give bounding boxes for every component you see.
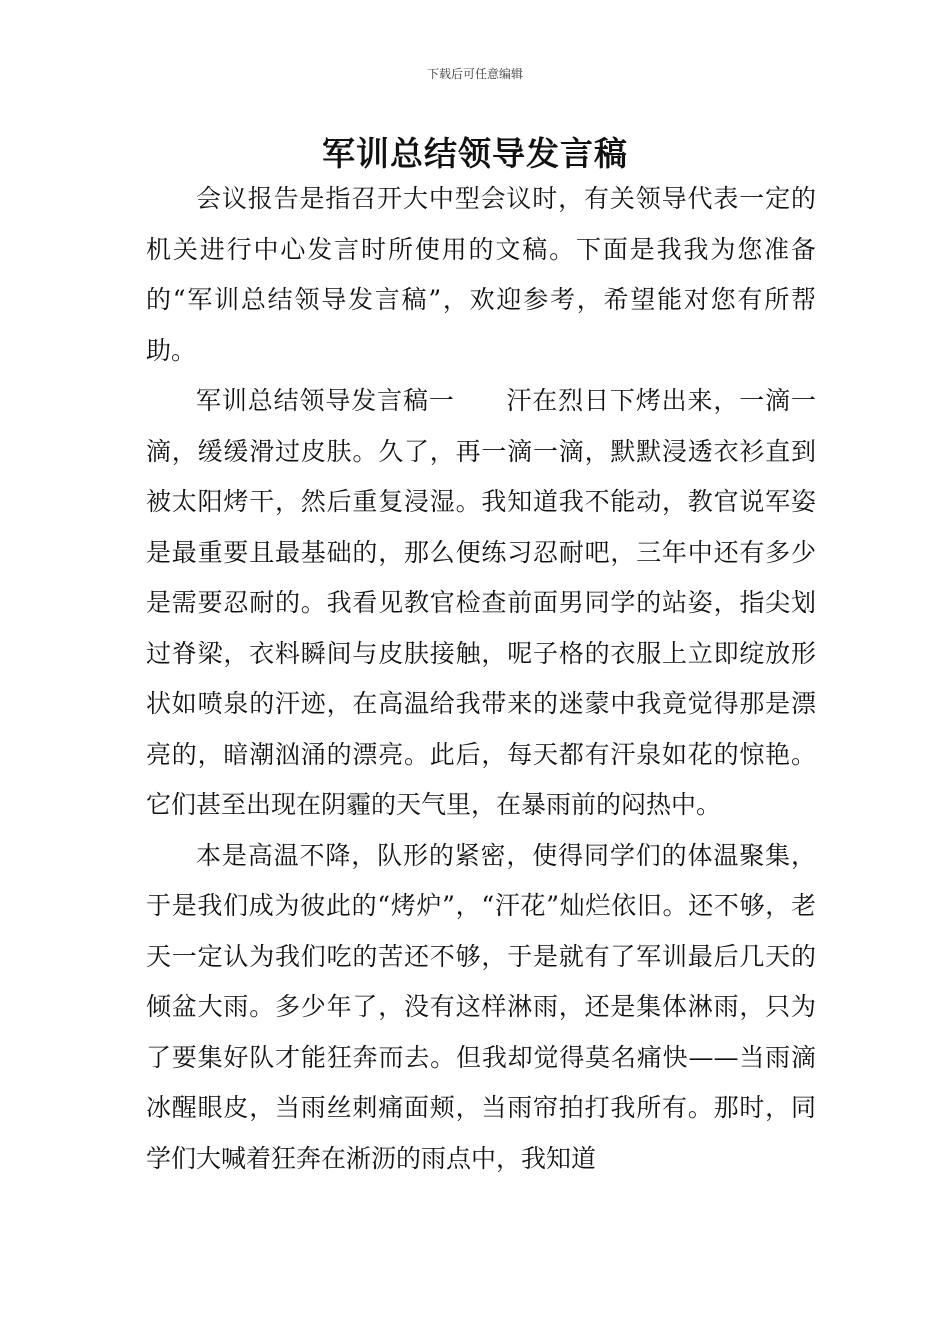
header-note: 下载后可任意编辑 (426, 67, 523, 81)
paragraph-intro: 会议报告是指召开大中型会议时，有关领导代表一定的机关进行中心发言时所使用的文稿。下面是我我为您准备的“军训总结领导发言稿”，欢迎参考，希望能对您有所帮助。 (146, 184, 816, 365)
document-body (146, 174, 816, 1184)
paragraph-rain: 本是高温不降，队形的紧密，使得同学们的体温聚集，于是我们成为彼此的“烤炉”，“汗花”灿烂依旧。还不够，老天一定认为我们吃的苦还不够，于是就有了军训最后几天的倾盆大雨。多少年了，没有这样淋雨，还是集体淋雨，只为了要集好队才能狂奔而去。但我却觉得莫名痛快——当雨滴冰醒眼皮，当雨丝刺痛面颊，当雨帘拍打我所有。那时，同学们大喊着狂奔在淅沥的雨点中，我知道 (146, 840, 816, 1173)
paragraph-speech-one: 军训总结领导发言稿一 汗在烈日下烤出来，一滴一滴，缓缓滑过皮肤。久了，再一滴一滴，默默浸透衣衫直到被太阳烤干，然后重复浸湿。我知道我不能动，教官说军姿是最重要且最基础的，那么便练习忍耐吧，三年中还有多少是需要忍耐的。我看见教官检查前面男同学的站姿，指尖划过脊梁，衣料瞬间与皮肤接触，呢子格的衣服上立即绽放形状如喷泉的汗迹，在高温给我带来的迷蒙中我竟觉得那是漂亮的，暗潮汹涌的漂亮。此后，每天都有汗泉如花的惊艳。它们甚至出现在阴霾的天气里，在暴雨前的闷热中。 (146, 386, 816, 819)
document-title: 军训总结领导发言稿 (322, 134, 628, 173)
